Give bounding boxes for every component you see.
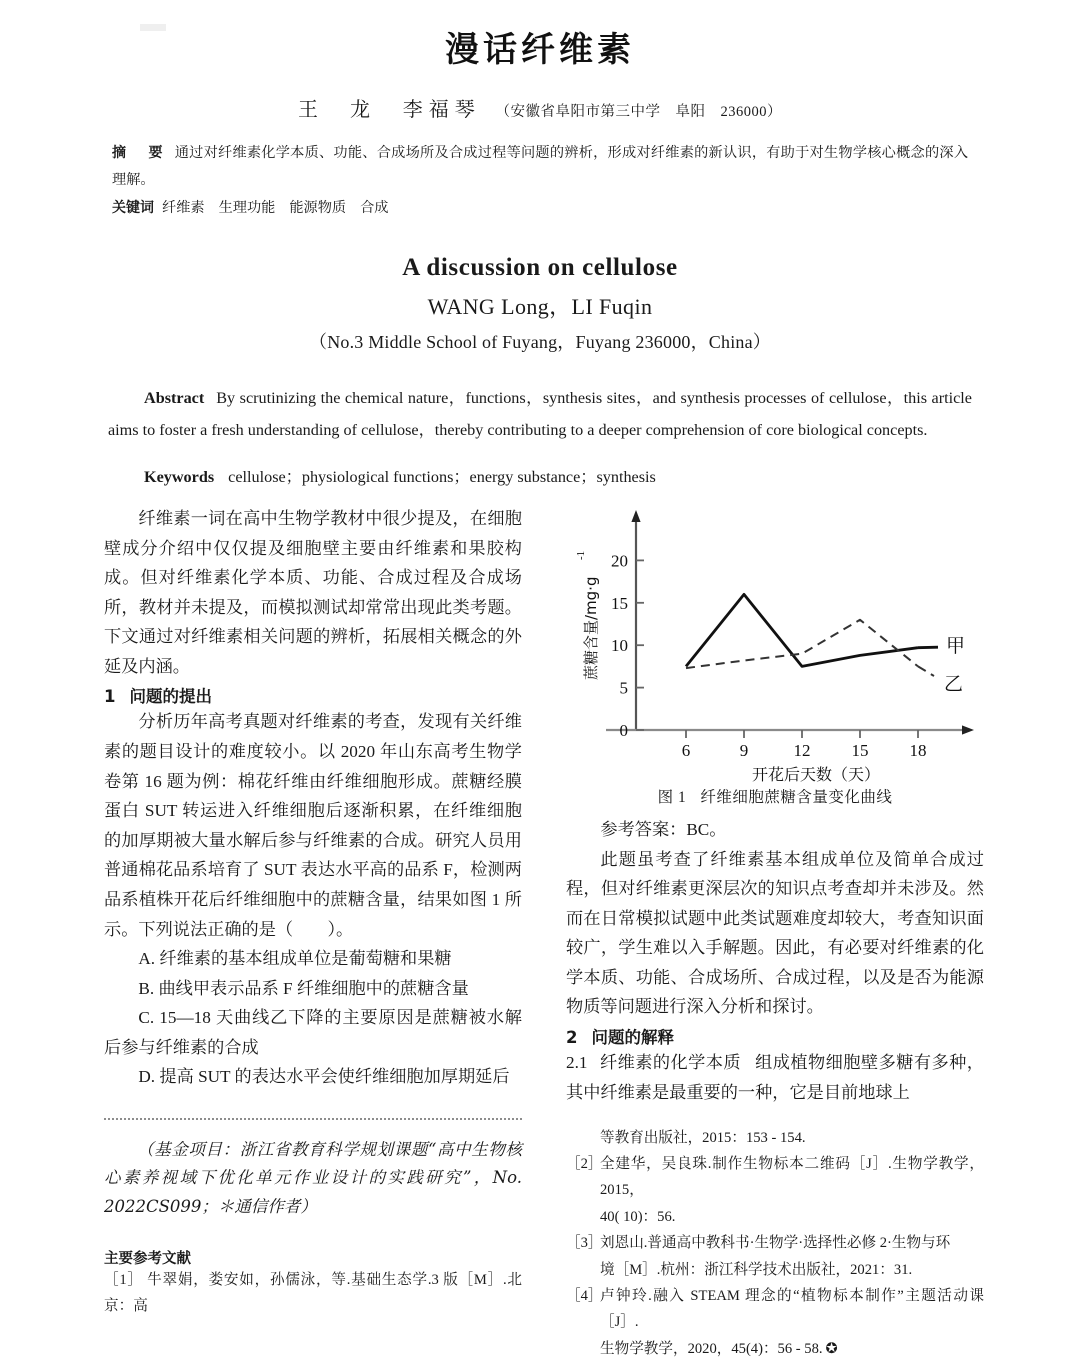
option-c: C. 15—18 天曲线乙下降的主要原因是蔗糖被水解后参与纤维素的合成 bbox=[104, 1008, 522, 1057]
author-1: 王 龙 bbox=[298, 99, 376, 121]
keywords-cn bbox=[112, 195, 968, 222]
keyword-cn-2: 能源物质 bbox=[289, 200, 347, 217]
option-a: A. 纤维素的基本组成单位是葡萄糖和果糖 bbox=[138, 949, 452, 969]
series-yi-line bbox=[686, 620, 918, 668]
section-2-title: 问题的解释 bbox=[591, 1028, 674, 1048]
reference-2-text: 全建华，吴良珠.制作生物标本二维码［J］.生物学教学，2015， bbox=[600, 1155, 984, 1198]
y-axis-label bbox=[575, 551, 600, 680]
article-end-icon: ✪ bbox=[825, 1340, 838, 1357]
answer-paragraph: 参考答案：BC。 bbox=[600, 820, 727, 839]
authors-cn bbox=[0, 93, 1080, 122]
abstract-en-text: By scrutinizing the chemical nature，functions，synthesis sites，and synthesis processes of cellulose，this article aims to foster a fresh understanding of cellulose，thereby contributing to a deeper comprehension of core biological concepts. bbox=[108, 389, 972, 440]
body-columns bbox=[104, 504, 984, 1107]
x-tick-6: 6 bbox=[681, 741, 691, 760]
abstract-cn-text: 通过对纤维素化学本质、功能、合成场所及合成过程等问题的辨析，形成对纤维素的新认识，有助于对生物学核心概念的深入理解。 bbox=[112, 145, 969, 188]
figure-1-caption bbox=[566, 785, 984, 807]
reference-4-text: 卢钟玲.融入 STEAM 理念的“植物标本制作”主题活动课［J］. bbox=[600, 1287, 984, 1330]
section-1-heading bbox=[104, 683, 522, 707]
y-tick-5: 5 bbox=[619, 678, 628, 698]
author-2: 李福琴 bbox=[402, 99, 481, 121]
keywords-en-text: cellulose；physiological functions；energy substance；synthesis bbox=[228, 467, 656, 486]
reference-1-continuation: 等教育出版社，2015：153 - 154. bbox=[600, 1130, 806, 1146]
section-1-title: 问题的提出 bbox=[129, 687, 212, 707]
subsection-2-1 bbox=[566, 1048, 984, 1107]
analysis-paragraph: 此题虽考查了纤维素基本组成单位及简单合成过程，但对纤维素更深层次的知识点考查却并未涉及。然而在日常模拟试题中此类试题难度却较大，考查知识面较广，学生难以入手解题。因此，有必要对纤维素的化学本质、功能、合成场所、合成过程，以及是否为能源物质等问题进行深入分析和探讨。 bbox=[566, 849, 984, 1017]
page-title: 漫话纤维素 bbox=[445, 30, 635, 70]
authors-en: WANG Long，LI Fuqin bbox=[427, 294, 653, 320]
series-jia-line bbox=[686, 594, 918, 666]
svg-text:蔗糖含量/mg·g: 蔗糖含量/mg·g bbox=[582, 576, 600, 680]
reference-3-number: ［3］ bbox=[566, 1234, 603, 1251]
reference-4-continuation-text: 生物学教学，2020，45(4)：56 - 58. bbox=[600, 1340, 823, 1357]
legend-label-yi: 乙 bbox=[944, 673, 964, 695]
page-title-en: A discussion on cellulose bbox=[402, 254, 678, 282]
x-tick-18: 18 bbox=[909, 741, 927, 760]
reference-3-continuation: 境［M］.杭州：浙江科学技术出版社，2021：31. bbox=[600, 1261, 913, 1278]
legend-label-jia: 甲 bbox=[946, 635, 966, 657]
subsection-2-1-text: 组成植物细胞壁多糖有多种，其中纤维素是最重要的一种，它是目前地球上 bbox=[566, 1053, 984, 1102]
affiliation-en: （No.3 Middle School of Fuyang，Fuyang 236000，China） bbox=[309, 332, 771, 353]
y-tick-0: 0 bbox=[619, 721, 628, 740]
affiliation-cn: （安徽省阜阳市第三中学 阜阳 236000） bbox=[495, 104, 782, 120]
subsection-2-1-number: 2.1 bbox=[566, 1053, 588, 1073]
y-tick-20: 20 bbox=[611, 551, 628, 571]
page-top-mark bbox=[140, 24, 166, 31]
footnote-block bbox=[104, 1118, 522, 1319]
reference-4-continuation bbox=[566, 1337, 984, 1363]
figure-1-caption-text: 纤维细胞蔗糖含量变化曲线 bbox=[700, 789, 893, 806]
keyword-cn-1: 生理功能 bbox=[218, 200, 276, 217]
abstract-en bbox=[108, 382, 972, 447]
sucrose-content-line-chart bbox=[566, 504, 984, 784]
references-list bbox=[566, 1126, 984, 1363]
left-column bbox=[104, 504, 522, 1107]
figure-1-number: 图 1 bbox=[657, 789, 687, 806]
y-tick-10: 10 bbox=[611, 636, 628, 656]
footnote-divider bbox=[104, 1118, 522, 1122]
keywords-en-label: Keywords bbox=[144, 467, 215, 486]
section-2-number: 2 bbox=[566, 1028, 578, 1048]
section-1-number: 1 bbox=[104, 687, 116, 707]
reference-item-3 bbox=[566, 1231, 984, 1257]
reference-2-number: ［2］ bbox=[566, 1155, 603, 1172]
subsection-2-1-title: 纤维素的化学本质 bbox=[599, 1053, 742, 1073]
option-d: D. 提高 SUT 的表达水平会使纤维细胞加厚期延后 bbox=[138, 1067, 510, 1087]
abstract-en-label: Abstract bbox=[144, 389, 205, 408]
section-2-heading bbox=[566, 1024, 984, 1048]
x-axis-label: 开花后天数（天） bbox=[751, 765, 881, 784]
svg-text:-1: -1 bbox=[575, 550, 587, 560]
keywords-cn-label: 关键词 bbox=[112, 200, 154, 217]
abstract-cn bbox=[112, 140, 968, 193]
reference-item-4 bbox=[566, 1284, 984, 1336]
option-b: B. 曲线甲表示品系 F 纤维细胞中的蔗糖含量 bbox=[138, 978, 469, 998]
intro-paragraph: 纤维素一词在高中生物学教材中很少提及，在细胞壁成分介绍中仅仅提及细胞壁主要由纤维素和果胶构成。但对纤维素化学本质、功能、合成过程及合成场所，教材并未提及，而模拟测试却常常出现此类考题。下文通过对纤维素相关问题的辨析，拓展相关概念的外延及内涵。 bbox=[104, 509, 522, 676]
reference-4-number: ［4］ bbox=[566, 1287, 603, 1304]
abstract-cn-label: 摘 要 bbox=[112, 145, 167, 161]
y-tick-15: 15 bbox=[611, 593, 628, 613]
funding-note: （基金项目：浙江省教育科学规划课题“高中生物核心素养视域下优化单元作业设计的实践研究”，No. 2022CS099；＊通信作者） bbox=[104, 1140, 522, 1216]
x-tick-9: 9 bbox=[739, 741, 749, 760]
reference-3-text: 刘恩山.普通高中教科书·生物学·选择性必修 2·生物与环 bbox=[600, 1234, 951, 1251]
keyword-cn-3: 合成 bbox=[360, 200, 389, 217]
paper-page bbox=[0, 22, 1080, 1360]
right-column bbox=[566, 504, 984, 1107]
x-tick-15: 15 bbox=[851, 741, 869, 760]
x-tick-12: 12 bbox=[793, 741, 811, 760]
references-heading: 主要参考文献 bbox=[104, 1251, 191, 1268]
figure-1 bbox=[566, 504, 984, 807]
section-1-paragraph: 分析历年高考真题对纤维素的考查，发现有关纤维素的题目设计的难度较小。以 2020 年山东高考生物学卷第 16 题为例：棉花纤维由纤维细胞形成。蔗糖经膜蛋白 SUT 转运进入纤维细胞后逐渐积累，在纤维细胞的加厚期被大量水解后参与纤维素的合成。研究人员用普通棉花品系培育了 SUT 表达水平高的品系 F，检测两品系植株开花后纤维细胞中的蔗糖含量，结果如图 1 所示。下列说法正确的是（ ）。 bbox=[104, 712, 522, 939]
reference-1-first-line: ［1］ 牛翠娟，娄安如，孙儒泳，等.基础生态学.3 版［M］.北京：高 bbox=[104, 1272, 522, 1314]
reference-2-continuation: 40( 10)：56. bbox=[600, 1208, 676, 1225]
keyword-cn-0: 纤维素 bbox=[162, 200, 205, 217]
keywords-en bbox=[108, 461, 972, 493]
reference-item-2 bbox=[566, 1152, 984, 1204]
